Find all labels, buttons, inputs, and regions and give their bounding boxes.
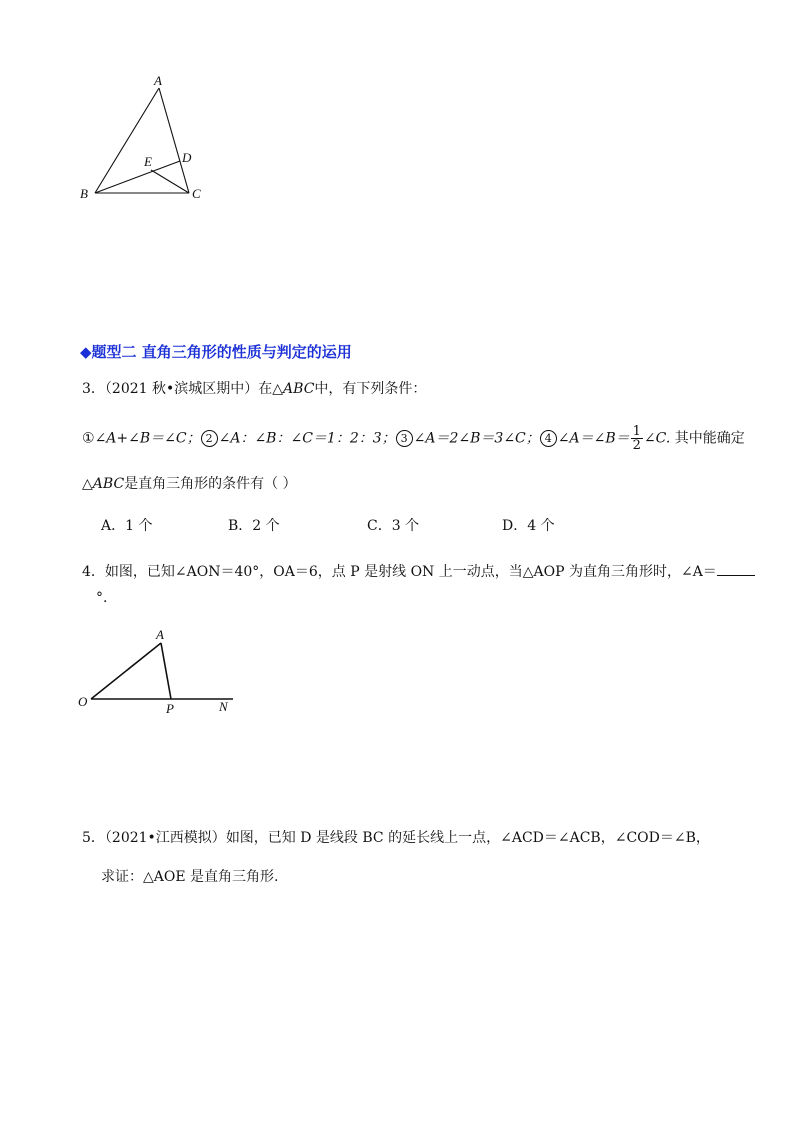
q3-line3 — [82, 473, 297, 493]
q5-proof-statement: 求证：△AOE 是直角三角形. — [101, 869, 279, 885]
condition-1: ∠A+∠B＝∠C； — [94, 430, 201, 447]
label-c: C — [192, 186, 201, 201]
q4-stem — [82, 561, 755, 581]
q3-option-d[interactable]: D．4 个 — [502, 518, 555, 534]
fraction-one-half — [631, 425, 643, 452]
q5-stem — [82, 827, 710, 847]
q5-source: （2021•江西模拟） — [104, 830, 226, 846]
q3-option-a[interactable]: A．1 个 — [101, 518, 153, 534]
q3-stem-abc: ABC — [283, 381, 315, 397]
q5-number: 5． — [82, 830, 105, 846]
q3-line3-abc: ABC — [92, 476, 125, 492]
q3-line3-post: 是直角三角形的条件有（ ） — [124, 476, 297, 492]
label-b: B — [80, 186, 88, 201]
q3-source: （2021 秋•滨城区期中） — [104, 381, 259, 397]
condition-3: ∠A＝2∠B＝3∠C； — [413, 430, 540, 447]
condition-4-tail: 其中能确定 — [674, 430, 745, 447]
q3-option-c[interactable]: C．3 个 — [367, 518, 420, 534]
section-heading — [80, 341, 352, 362]
q4-degree: °. — [96, 590, 108, 606]
answer-blank[interactable] — [717, 561, 755, 576]
condition-4-post: ∠C. — [643, 430, 671, 447]
triangle-abc-figure — [70, 70, 220, 210]
condition-2: ∠A：∠B：∠C＝1：2：3； — [218, 430, 396, 447]
q3-option-b[interactable]: B．2 个 — [228, 518, 280, 534]
fraction-denominator: 2 — [632, 438, 641, 453]
condition-2-mark: 2 — [201, 430, 218, 447]
q3-stem — [82, 378, 426, 398]
section-title: 题型二 直角三角形的性质与判定的运用 — [91, 343, 352, 361]
q3-stem-pre: 在△ — [258, 381, 284, 397]
label-e: E — [144, 154, 152, 169]
label-d: D — [182, 150, 192, 165]
q3-stem-post: 中，有下列条件： — [314, 381, 427, 397]
label-a: A — [154, 73, 162, 88]
label-a: A — [156, 627, 164, 642]
condition-4-mark: 4 — [540, 430, 557, 447]
label-p: P — [166, 701, 174, 716]
q4-number: 4． — [82, 564, 105, 580]
condition-1-mark: ① — [82, 430, 95, 447]
fraction-numerator: 1 — [632, 424, 641, 439]
diamond-icon: ◆ — [80, 343, 92, 361]
condition-3-mark: 3 — [396, 430, 413, 447]
label-o: O — [78, 694, 88, 709]
q3-number: 3． — [82, 381, 105, 397]
q3-conditions — [82, 425, 745, 452]
q3-line3-pre: △ — [82, 476, 93, 492]
q5-text: 如图，已知 D 是线段 BC 的延长线上一点，∠ACD＝∠ACB，∠COD＝∠B， — [225, 830, 710, 846]
condition-4-pre: ∠A＝∠B＝ — [557, 430, 630, 447]
q4-text: 如图，已知∠AON＝40°，OA＝6，点 P 是射线 ON 上一动点，当△AOP 为直角三角形时，∠A＝ — [104, 564, 717, 580]
label-n: N — [219, 699, 228, 714]
angle-aon-figure — [70, 620, 250, 720]
